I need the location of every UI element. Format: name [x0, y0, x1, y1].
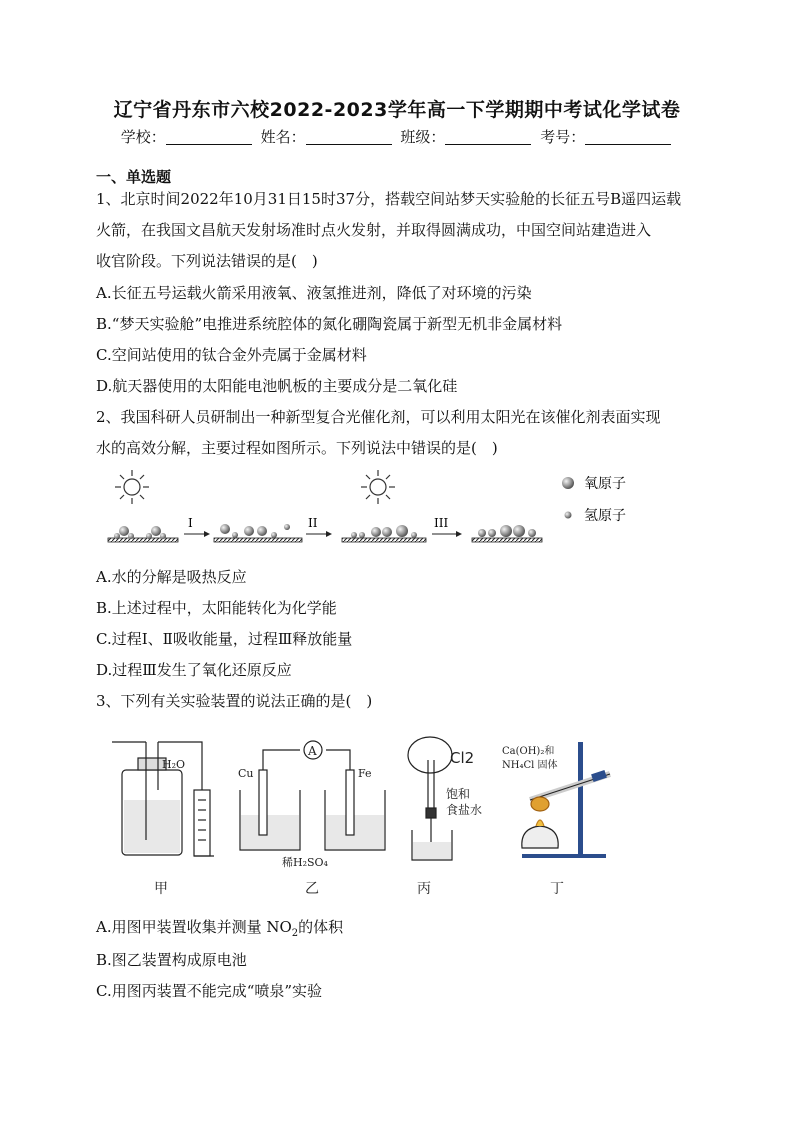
class-label: 班级： — [400, 128, 446, 146]
q2-stem-line: 水的高效分解，主要过程如图所示。下列说法中错误的是( ) — [96, 439, 498, 457]
name-label: 姓名： — [260, 128, 306, 146]
caption-jia: 甲 — [154, 881, 168, 897]
catalyst-surface-1 — [108, 526, 178, 542]
jia-water-label: H₂O — [162, 758, 186, 771]
step-arrow-1 — [184, 516, 210, 537]
q3-option-a-text: A.用图甲装置收集并测量 NO — [96, 918, 292, 936]
step-arrow-2 — [306, 516, 332, 537]
school-field — [121, 126, 254, 147]
diagram-legend — [562, 476, 626, 524]
q1-option-c: C.空间站使用的钛合金外壳属于金属材料 — [96, 346, 367, 364]
q1-option-d: D.航天器使用的太阳能电池帆板的主要成分是二氧化硅 — [96, 377, 458, 395]
step-label-2: II — [308, 516, 318, 530]
water-splitting-diagram — [100, 465, 660, 555]
q3-option-a-text-end: 的体积 — [298, 918, 344, 936]
school-blank[interactable] — [166, 128, 252, 145]
catalyst-surface-4 — [472, 525, 542, 542]
q2-option-a: A.水的分解是吸热反应 — [96, 568, 247, 586]
bing-liquid-label: 饱和 — [446, 787, 471, 801]
name-field — [261, 126, 394, 147]
apparatus-yi — [238, 741, 385, 869]
class-field — [400, 126, 533, 147]
caption-yi: 乙 — [305, 881, 319, 897]
q3-option-a — [96, 917, 343, 944]
legend-oxygen: 氧原子 — [584, 476, 626, 492]
bing-gas-label: Cl2 — [450, 749, 475, 767]
bing-liquid-label: 食盐水 — [446, 803, 483, 817]
apparatus-jia — [112, 742, 214, 856]
apparatus-diagram — [110, 730, 630, 900]
q1-option-a: A.长征五号运载火箭采用液氧、液氢推进剂，降低了对环境的污染 — [96, 284, 532, 302]
step-label-3: III — [434, 516, 449, 530]
ammeter-label: A — [308, 744, 317, 758]
exam-number-label: 考号： — [540, 128, 586, 146]
caption-bing: 丙 — [417, 881, 431, 897]
sun-icon — [115, 470, 149, 504]
yi-left-electrode: Cu — [238, 767, 254, 780]
q1-option-b: B.“梦天实验舱”电推进系统腔体的氮化硼陶瓷属于新型无机非金属材料 — [96, 315, 563, 333]
yi-solution-label: 稀H₂SO₄ — [282, 856, 328, 869]
step-arrow-3 — [432, 516, 462, 537]
oxygen-atom-icon — [562, 477, 574, 489]
ding-reagent-label: NH₄Cl 固体 — [502, 760, 558, 771]
apparatus-bing — [408, 737, 482, 860]
catalyst-surface-2 — [214, 524, 302, 542]
q3-option-a-subscript: 2 — [291, 928, 299, 939]
q3-option-b: B.图乙装置构成原电池 — [96, 951, 247, 969]
q1-stem-line: 火箭，在我国文昌航天发射场准时点火发射，并取得圆满成功，中国空间站建造进入 — [96, 221, 652, 239]
caption-ding: 丁 — [550, 881, 564, 897]
school-label: 学校： — [120, 128, 166, 146]
apparatus-ding — [502, 742, 610, 858]
legend-hydrogen: 氢原子 — [584, 508, 626, 524]
q3-option-c: C.用图丙装置不能完成“喷泉”实验 — [96, 982, 323, 1000]
exam-number-blank[interactable] — [585, 128, 671, 145]
q3-stem-line: 3、下列有关实验装置的说法正确的是( ) — [96, 692, 373, 710]
exam-number-field — [540, 126, 673, 147]
q2-option-c: C.过程Ⅰ、Ⅱ吸收能量，过程Ⅲ释放能量 — [96, 630, 353, 648]
step-label-1: I — [188, 516, 193, 530]
q2-stem-line: 2、我国科研人员研制出一种新型复合光催化剂，可以利用太阳光在该催化剂表面实现 — [96, 408, 661, 426]
name-blank[interactable] — [306, 128, 392, 145]
catalyst-surface-3 — [342, 525, 426, 542]
class-blank[interactable] — [445, 128, 531, 145]
sun-icon — [361, 470, 395, 504]
ding-reagent-label: Ca(OH)₂和 — [502, 746, 555, 757]
yi-right-electrode: Fe — [358, 767, 372, 780]
hydrogen-atom-icon — [565, 512, 572, 519]
q2-option-b: B.上述过程中，太阳能转化为化学能 — [96, 599, 337, 617]
q1-stem-line: 1、北京时间2022年10月31日15时37分，搭载空间站梦天实验舱的长征五号B遥四运载 — [96, 190, 682, 208]
page-title: 辽宁省丹东市六校2022-2023学年高一下学期期中考试化学试卷 — [113, 99, 681, 121]
q2-option-d: D.过程Ⅲ发生了氧化还原反应 — [96, 661, 292, 679]
q1-stem-line: 收官阶段。下列说法错误的是( ) — [96, 252, 318, 270]
student-info-row — [0, 126, 794, 147]
section-heading: 一、单选题 — [96, 168, 172, 186]
